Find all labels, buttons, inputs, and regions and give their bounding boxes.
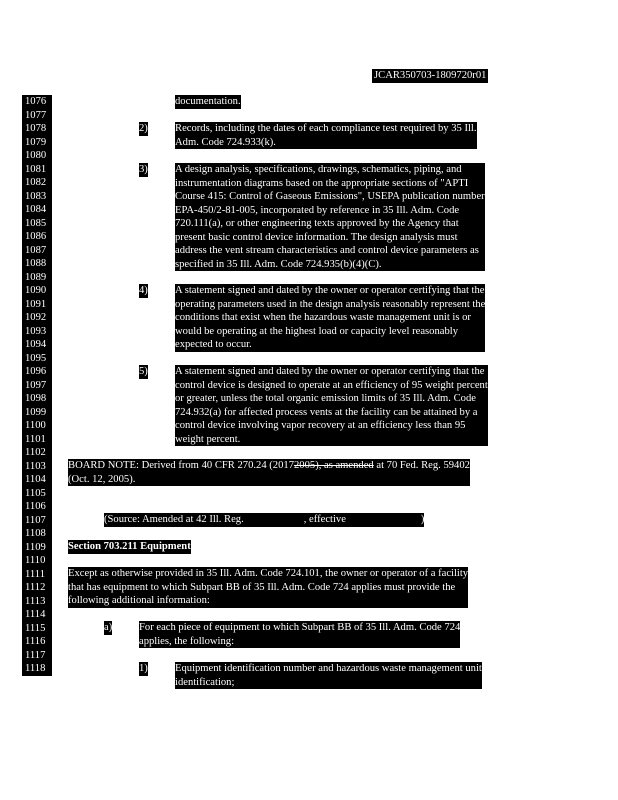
line-number: 1101 (25, 433, 46, 445)
line-number: 1107 (25, 514, 46, 526)
line-number: 1081 (25, 163, 47, 175)
item-4-label: 4) (139, 285, 148, 296)
line-number-gutter (22, 95, 52, 676)
document-header-code: JCAR350703-1809720r01 (374, 70, 487, 81)
line-number: 1108 (25, 528, 46, 539)
line-number: 1098 (25, 393, 47, 404)
item-1-label: 1) (139, 663, 148, 674)
line-number: 1078 (25, 123, 47, 134)
line-number: 1084 (25, 204, 47, 215)
line-number: 1096 (25, 366, 47, 377)
item-a-label: a) (104, 622, 113, 633)
line-number: 1090 (25, 285, 47, 296)
line-number: 1099 (25, 406, 47, 418)
line-number: 1085 (25, 217, 47, 229)
line-number: 1111 (25, 568, 46, 580)
line-number: 1079 (25, 136, 47, 148)
item-5-label: 5) (139, 366, 148, 377)
line-number: 1117 (25, 649, 46, 661)
line-number: 1086 (25, 231, 47, 242)
item-3-text: A design analysis, specifications, drawings, schematics, piping, and instrumentation diagrams based on the appropriate sections of "APTI Course 415: Control of Gaseous Emissions", USEPA publication number EPA-450/2-81-005, incorporated by reference in 35 Ill. Adm. Code 720.111(a), or other engineering texts approved by the Agency that present basic control device information. The design analysis must address the vent stream characteristics and control device parameters as specified in 35 Ill. Adm. Code 724.935(b)(4)(C). (175, 164, 485, 270)
item-5-text: A statement signed and dated by the owner or operator certifying that the control device is designed to operate at an efficiency of 95 weight percent or greater, unless the total organic emission limits of 35 Ill. Adm. Code 724.932(a) for affected process vents at the facility can be attained by a control device involving vapor recovery at an efficiency less than 95 weight percent. (175, 366, 488, 445)
section-intro: Except as otherwise provided in 35 Ill. Adm. Code 724.101, the owner or operator of a facility that has equipment to which Subpart BB of 35 Ill. Adm. Code 724 applies must provide the following additional information: (68, 568, 469, 606)
line-number: 1082 (25, 177, 47, 188)
line-number: 1077 (25, 109, 47, 121)
line-number: 1104 (25, 474, 46, 485)
item-2-text: Records, including the dates of each compliance test required by 35 Ill. Adm. Code 724.933(k). (175, 123, 477, 148)
line-number: 1110 (25, 555, 46, 566)
line-number: 1097 (25, 379, 47, 391)
section-title: Section 703.211 Equipment (68, 541, 191, 552)
line-number: 1115 (25, 622, 46, 634)
item-4-text: A statement signed and dated by the owner or operator certifying that the operating parameters used in the design analysis reasonably represent the conditions that exist when the hazardous waste management unit is or would be operating at the highest load or capacity level reasonably expected to occur. (175, 285, 486, 350)
line-number: 1080 (25, 150, 47, 161)
line-number: 1094 (25, 339, 47, 350)
line-number: 1102 (25, 447, 46, 458)
line-number: 1105 (25, 487, 46, 499)
line-number: 1089 (25, 271, 47, 283)
item-2-label: 2) (139, 123, 148, 134)
line-number: 1100 (25, 420, 46, 431)
line-number: 1088 (25, 258, 47, 269)
line-number: 1114 (25, 609, 46, 620)
line-number: 1095 (25, 352, 47, 364)
board-note: BOARD NOTE: Derived from 40 CFR 270.24 (20172005), as amended at 70 Fed. Reg. 59402 (Oct. 12, 2005). (68, 460, 470, 485)
source-note: (Source: Amended at 42 Ill. Reg. , effective ) (104, 514, 425, 525)
line-number: 1116 (25, 636, 46, 647)
line-number: 1106 (25, 501, 46, 512)
item-3-label: 3) (139, 164, 148, 175)
line-number: 1083 (25, 190, 47, 202)
line-number: 1103 (25, 460, 46, 472)
line-number: 1092 (25, 312, 47, 323)
item-1-text: Equipment identification number and hazardous waste management unit identification; (175, 663, 482, 688)
item-a-text: For each piece of equipment to which Subpart BB of 35 Ill. Adm. Code 724 applies, the following: (139, 622, 461, 647)
line-number: 1112 (25, 582, 46, 593)
line-number: 1118 (25, 663, 46, 674)
documentation-continuation: documentation. (175, 96, 241, 107)
line-number: 1109 (25, 541, 46, 553)
line-number: 1076 (25, 96, 47, 107)
line-number: 1087 (25, 244, 47, 256)
line-number: 1113 (25, 595, 46, 607)
line-number: 1093 (25, 325, 47, 337)
line-number: 1091 (25, 298, 47, 310)
